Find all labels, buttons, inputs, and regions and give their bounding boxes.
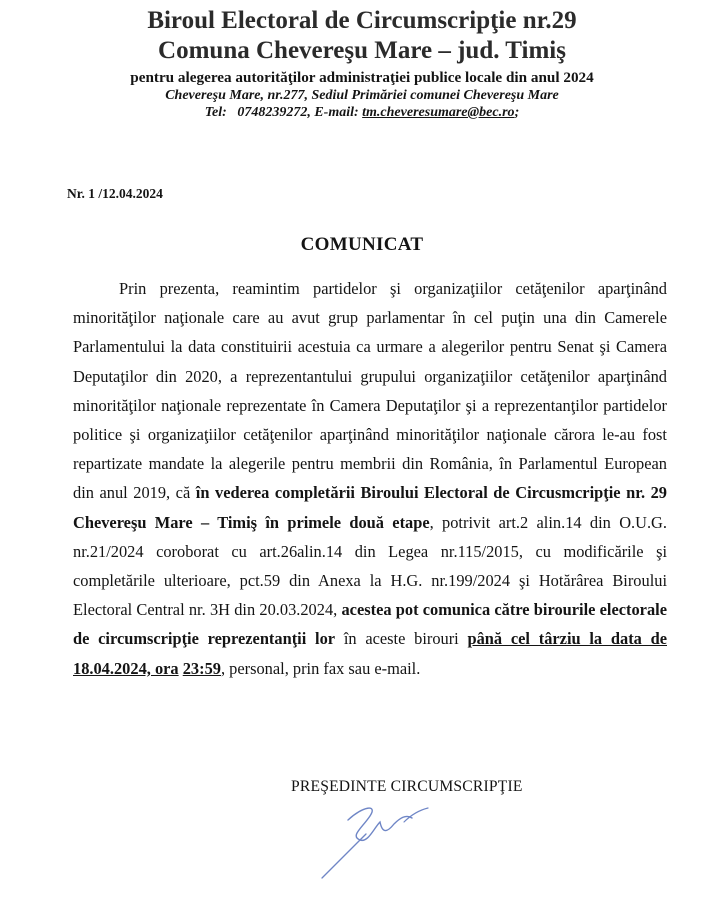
- office-address: Chevereşu Mare, nr.277, Sediul Primăriei comunei Chevereşu Mare: [165, 88, 559, 103]
- signer-title: PREŞEDINTE CIRCUMSCRIPŢIE: [291, 778, 523, 795]
- document-number: Nr. 1 /12.04.2024: [67, 186, 163, 201]
- deadline-date: până cel târziu la data de 18.04.2024, ora: [73, 629, 667, 678]
- phone-label: Tel:: [204, 105, 227, 120]
- phone-number: 0748239272,: [237, 105, 311, 120]
- email-link[interactable]: tm.cheveresumare@bec.ro: [362, 105, 515, 120]
- body-text-1: Prin prezenta, reamintim partidelor şi organizaţiilor cetăţenilor aparţinând minorităţilor naţionale care au avut grup parlamentar în cel puţin una din Camerele Parlamentului la data constituirii acestuia ca urmare a alegerilor pentru Senat şi Camera Deputaţilor din 2020, a reprezentantului grupului organizaţiilor cetăţenilor aparţinând minorităţilor naţionale reprezentate în Camera Deputaţilor şi a reprezentanţilor partidelor politice şi organizaţiilor cetăţenilor aparţinând minorităţilor naţionale cărora le-au fost repartizate mandate la alegerile pentru membrii din România, în Parlamentul European din anul 2019, că: [73, 279, 667, 503]
- body-text-3: în aceste birouri: [335, 629, 468, 649]
- contact-line: [0, 104, 724, 121]
- body-text-4: , personal, prin fax sau e-mail.: [220, 658, 421, 678]
- body-bold-2: acestea pot comunica către birourile electorale de circumscripţie reprezentanţii lor: [73, 600, 667, 649]
- letterhead: [0, 6, 724, 121]
- document-title: COMUNICAT: [300, 234, 424, 255]
- announcement-body: [73, 274, 667, 683]
- commune-name: Comuna Chevereşu Mare – jud. Timiş: [158, 37, 566, 64]
- deadline-time: 23:59: [182, 658, 221, 678]
- office-name: Biroul Electoral de Circumscripţie nr.29: [147, 7, 577, 34]
- email-label: E-mail:: [314, 105, 359, 120]
- email-suffix: ;: [514, 105, 520, 120]
- body-text-2: , potrivit art.2 alin.14 din O.U.G. nr.21/2024 coroborat cu art.26alin.14 din Legea nr.115/2015, cu modificările şi completările ulterioare, pct.59 din Anexa la H.G. nr.199/2024 şi Hotărârea Biroului Electoral Central nr. 3H din 20.03.2024,: [73, 512, 667, 620]
- election-description: pentru alegerea autorităţilor administraţiei publice locale din anul 2024: [130, 69, 594, 86]
- handwritten-signature: [308, 784, 438, 884]
- body-bold-1: în vederea completării Biroului Electoral de Circusmcripţie nr. 29 Chevereşu Mare – Timiş în primele două etape: [73, 483, 667, 532]
